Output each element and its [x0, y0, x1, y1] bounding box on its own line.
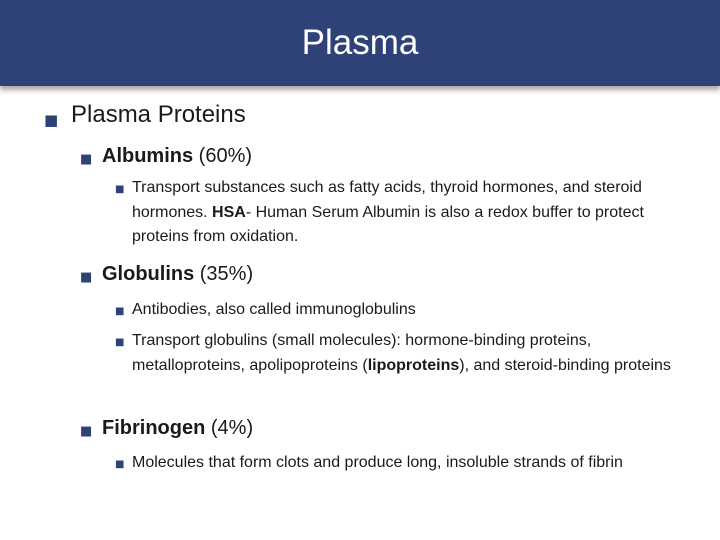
albumins-percent: (60%) — [193, 145, 253, 167]
globulins-point-text: Antibodies, also called immunoglobulins — [132, 301, 416, 318]
square-bullet-icon: ■ — [80, 424, 93, 439]
fibrinogen-point-text: Molecules that form clots and produce long, insoluble strands of fibrin — [132, 454, 623, 471]
bullet-albumins — [80, 144, 680, 168]
square-bullet-icon: ■ — [80, 152, 93, 167]
fibrinogen-name: Fibrinogen — [102, 417, 206, 439]
globulins-percent: (35%) — [194, 263, 254, 285]
globulins-label — [102, 262, 680, 286]
albumins-point-text-b: - Human Serum Albumin is also a redox buffer to protect proteins from oxidation. — [132, 203, 644, 245]
hsa-bold: HSA — [212, 203, 246, 221]
square-bullet-icon: ■ — [115, 184, 125, 195]
heading-text: Plasma Proteins — [71, 101, 246, 128]
albumins-point-text — [132, 176, 680, 250]
fibrinogen-percent: (4%) — [205, 417, 254, 439]
lipoproteins-bold: lipoproteins — [367, 356, 460, 374]
fibrinogen-label — [102, 416, 680, 440]
globulins-name: Globulins — [102, 263, 195, 285]
albumins-point-transport — [115, 176, 680, 250]
globulins-point-antibodies — [115, 298, 680, 323]
globulins-point-text-b: ), and steroid-binding proteins — [459, 356, 671, 374]
bullet-globulins — [80, 262, 680, 286]
square-bullet-icon: ■ — [115, 459, 125, 470]
square-bullet-icon: ■ — [80, 270, 93, 285]
square-bullet-icon: ■ — [44, 111, 59, 129]
globulins-point-text — [132, 329, 680, 378]
globulins-point-transport — [115, 329, 680, 378]
slide-title: Plasma — [301, 23, 419, 62]
square-bullet-icon: ■ — [115, 337, 125, 348]
fibrinogen-point-clots — [115, 451, 680, 476]
bullet-plasma-proteins — [44, 101, 684, 129]
albumins-label — [102, 144, 680, 168]
globulins-point-text-a: Transport globulins (small molecules): hormone-binding proteins, metalloproteins, apolipoproteins ( — [132, 332, 592, 374]
square-bullet-icon: ■ — [115, 306, 125, 317]
bullet-fibrinogen — [80, 416, 680, 440]
albumins-name: Albumins — [102, 145, 194, 167]
albumins-point-text-a: Transport substances such as fatty acids, thyroid hormones, and steroid hormones. — [132, 179, 642, 221]
